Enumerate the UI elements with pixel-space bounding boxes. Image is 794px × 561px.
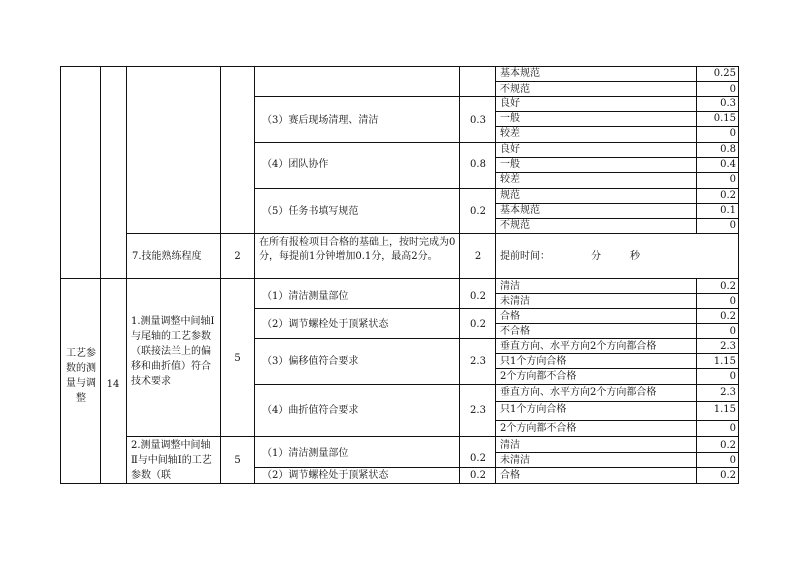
table-grid-line [254, 96, 739, 97]
minutes-label: 分 [591, 251, 601, 262]
table-grid-line [126, 233, 739, 234]
table-grid-line [495, 66, 496, 484]
criterion-label: 合格 [500, 311, 520, 322]
table-grid-line [220, 66, 221, 484]
item-score: 0.2 [470, 319, 486, 330]
table-border [738, 66, 739, 484]
table-grid-line [495, 203, 739, 204]
criterion-points: 0.15 [713, 113, 736, 124]
item-score: 0.8 [470, 159, 486, 170]
criterion-points: 0 [729, 84, 736, 95]
table-grid-line [495, 81, 739, 82]
table-border [60, 483, 739, 484]
criterion-label: 良好 [500, 98, 520, 109]
item-text: （1）清洁测量部位 [262, 291, 349, 302]
criterion-points: 0.2 [720, 190, 736, 201]
subitem-score: 2 [234, 251, 241, 262]
subitem-name: 7.技能熟练程度 [132, 251, 202, 262]
criterion-points: 0 [729, 296, 736, 307]
item-text: （2）调节螺栓处于顶紧状态 [262, 470, 389, 481]
criterion-points: 2.3 [720, 387, 736, 398]
item-text: （5）任务书填写规范 [262, 206, 359, 217]
criterion-points: 0 [729, 371, 736, 382]
table-grid-line [696, 66, 697, 234]
criterion-points: 0.3 [720, 98, 736, 109]
category-number: 14 [106, 379, 120, 390]
item-text: 在所有报检项目合格的基础上，按时完成为0分，每提前1分钟增加0.1分，最高2分。 [259, 237, 456, 262]
table-grid-line [495, 323, 739, 324]
criterion-points: 0 [729, 128, 736, 139]
table-grid-line [495, 452, 739, 453]
table-grid-line [495, 172, 739, 173]
criterion-label: 只1个方向合格 [500, 356, 567, 367]
item-text: （1）清洁测量部位 [262, 448, 349, 459]
table-grid-line [495, 401, 739, 402]
criterion-label: 不规范 [500, 220, 530, 231]
item-text: （4）团队协作 [262, 159, 329, 170]
table-grid-line [495, 111, 739, 112]
item-score: 0.2 [470, 291, 486, 302]
criterion-label: 较差 [500, 174, 520, 185]
criterion-points: 0.2 [720, 470, 736, 481]
table-border [60, 66, 739, 67]
table-grid-line [254, 66, 255, 484]
criterion-points: 0.8 [720, 144, 736, 155]
criterion-label: 未清洁 [500, 296, 530, 307]
criterion-points: 0.2 [720, 311, 736, 322]
criterion-points: 0.25 [713, 68, 736, 79]
subitem-score: 5 [234, 455, 241, 466]
criterion-points: 1.15 [713, 404, 736, 415]
table-grid-line [254, 142, 739, 143]
table-grid-line [60, 278, 739, 279]
table-grid-line [254, 467, 739, 468]
item-text: （3）赛后现场清理、清洁 [262, 115, 379, 126]
table-grid-line [696, 279, 697, 484]
criterion-points: 0 [729, 174, 736, 185]
criterion-label: 合格 [500, 470, 520, 481]
table-grid-line [495, 368, 739, 369]
table-grid-line [495, 420, 739, 421]
subitem-score: 5 [234, 353, 241, 364]
item-text: （2）调节螺栓处于顶紧状态 [262, 319, 389, 330]
criterion-points: 0 [729, 423, 736, 434]
criterion-label: 2个方向都不合格 [500, 371, 577, 382]
criterion-label: 未清洁 [500, 455, 530, 466]
table-grid-line [495, 126, 739, 127]
item-text: （4）曲折值符合要求 [262, 405, 359, 416]
criterion-points: 0.2 [720, 281, 736, 292]
criterion-label: 垂直方向、水平方向2个方向都合格 [500, 341, 657, 352]
criterion-label: 不合格 [500, 326, 530, 337]
table-grid-line [495, 157, 739, 158]
criterion-label: 只1个方向合格 [500, 404, 567, 415]
criterion-points: 0.4 [720, 159, 736, 170]
criterion-label: 一般 [500, 159, 520, 170]
subitem-name: 1.测量调整中间轴Ⅰ与尾轴的工艺参数（联接法兰上的偏移和曲折值）符合技术要求 [131, 316, 215, 387]
table-grid-line [100, 66, 101, 484]
criterion-label: 较差 [500, 128, 520, 139]
criterion-label: 基本规范 [500, 68, 540, 79]
table-grid-line [495, 353, 739, 354]
criterion-points: 0 [729, 220, 736, 231]
table-grid-line [495, 293, 739, 294]
criterion-points: 0 [729, 455, 736, 466]
criterion-points: 1.15 [713, 356, 736, 367]
item-score: 0.2 [470, 470, 486, 481]
table-grid-line [254, 338, 739, 339]
criterion-label: 规范 [500, 190, 520, 201]
item-score: 0.2 [470, 206, 486, 217]
table-grid-line [254, 188, 739, 189]
criterion-label: 不规范 [500, 84, 530, 95]
seconds-label: 秒 [630, 251, 640, 262]
time-label: 提前时间： [500, 251, 550, 262]
category-name: 工艺参数的测量与调整 [66, 348, 96, 404]
criterion-label: 清洁 [500, 440, 520, 451]
criterion-points: 0 [729, 326, 736, 337]
criterion-points: 0.1 [720, 205, 736, 216]
item-text: （3）偏移值符合要求 [262, 356, 359, 367]
table-border [60, 66, 61, 484]
item-score: 0.3 [470, 115, 486, 126]
table-grid-line [495, 218, 739, 219]
criterion-label: 清洁 [500, 281, 520, 292]
table-grid-line [126, 436, 739, 437]
table-grid-line [254, 308, 739, 309]
table-grid-line [126, 66, 127, 484]
criterion-label: 一般 [500, 113, 520, 124]
item-score: 2.3 [470, 405, 486, 416]
criterion-label: 基本规范 [500, 205, 540, 216]
table-grid-line [459, 66, 460, 484]
criterion-label: 2个方向都不合格 [500, 423, 577, 434]
item-score: 2.3 [470, 356, 486, 367]
criterion-label: 良好 [500, 144, 520, 155]
table-grid-line [254, 384, 739, 385]
item-score: 2 [474, 251, 482, 262]
criterion-label: 垂直方向、水平方向2个方向都合格 [500, 387, 657, 398]
item-score: 0.2 [470, 453, 486, 464]
criterion-points: 2.3 [720, 341, 736, 352]
subitem-name: 2.测量调整中间轴Ⅱ与中间轴Ⅰ的工艺参数（联 [131, 440, 212, 481]
criterion-points: 0.2 [720, 440, 736, 451]
